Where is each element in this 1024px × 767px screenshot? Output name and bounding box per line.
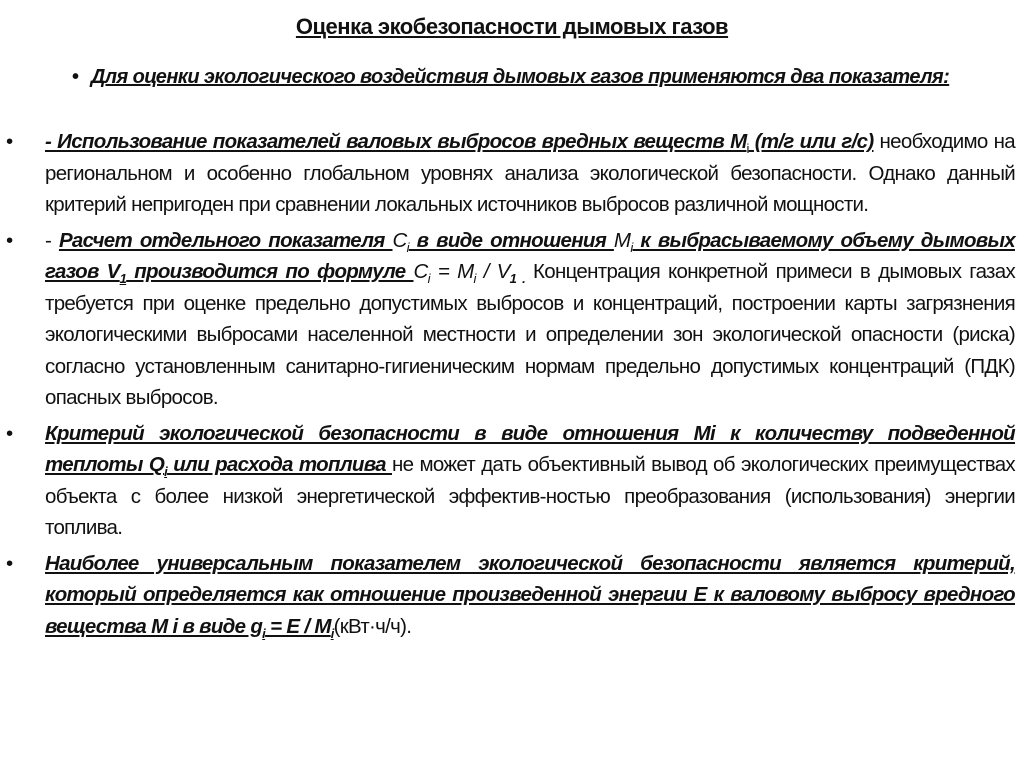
list-item-heat-criterion: [6, 418, 1015, 544]
bullet: •: [6, 421, 13, 445]
body-text: не может дать объективный вывод об экологических преимуществах объекта с более низкой энергетической эффектив-ностью преобразования (использования) энергии топлива.: [45, 453, 1015, 539]
body-text: необходимо на региональном и особенно глобальном уровнях анализа экологической безопасности. Однако данный критерий непригоден при сравнении локальных источников выбросов различной мощности.: [45, 130, 1015, 216]
units-text: (кВт·ч/ч).: [333, 614, 412, 638]
emphasis-text: Наиболее универсальным показателем экологической безопасности является критерий, который определяется как отношение произведенной энергии Е к валовому выбросу вредного вещества М i в виде g: [45, 551, 1015, 638]
symbol-text: M: [613, 228, 631, 252]
subtitle-text: Для оценки экологического воздействия дымовых газов применяются два показателя:: [90, 66, 950, 88]
units-text: (т/г или г/с): [748, 130, 874, 153]
bullet: •: [6, 551, 13, 575]
formula-text: = E / M: [265, 614, 331, 638]
symbol-text: C: [392, 228, 407, 252]
list-item-gross-emissions: [6, 126, 1015, 221]
bullet: •: [72, 66, 79, 88]
formula-text: / V: [475, 260, 510, 283]
subscript: i: [630, 239, 633, 255]
subscript: 1: [119, 271, 127, 287]
subscript: i: [164, 464, 168, 480]
slide-title: Оценка экобезопасности дымовых газов: [295, 14, 729, 39]
emphasis-text: производится по формуле: [126, 260, 414, 283]
bullet: •: [6, 228, 13, 252]
list-item-concentration: [6, 225, 1016, 414]
symbol-text: M: [724, 130, 747, 153]
emphasis-text: в виде отношения: [408, 228, 614, 252]
emphasis-text: Расчет отдельного показателя: [58, 228, 393, 252]
subscript: i: [330, 625, 334, 641]
emphasis-text: - Использование показателей валовых выбросов вредных веществ: [45, 130, 725, 153]
formula-text: C: [413, 260, 428, 283]
subscript: i: [406, 239, 409, 255]
subscript: i: [473, 271, 476, 287]
emphasis-text: Критерий экологической безопасности в виде отношения Mi к количеству подведенной теплоты Q: [45, 421, 1015, 476]
subscript: 1 .: [509, 271, 526, 287]
bullet: •: [6, 130, 13, 153]
emphasis-text: или расхода топлива: [167, 453, 392, 476]
bullet-list: [0, 126, 1024, 646]
subscript: i: [746, 141, 749, 157]
body-text: Концентрация конкретной примеси в дымовых газах требуется при оценке предельно допустимых выбросов и концентраций, построении карты загрязнения экологическими выбросами населенной местности и определении зон экологической опасности (риска) согласно установленным санитарно-гигиеническим нормам предельно допустимых концентраций (ПДК) опасных выбросов.: [45, 260, 1016, 409]
list-item-universal-criterion: [6, 548, 1015, 643]
formula-text: = M: [429, 260, 474, 283]
body-text: -: [45, 228, 59, 252]
subtitle: [72, 62, 960, 92]
subscript: i: [262, 625, 266, 641]
emphasis-text: к выбрасываемому объему дымовых газов V: [45, 228, 1015, 283]
subscript: i: [427, 271, 430, 287]
